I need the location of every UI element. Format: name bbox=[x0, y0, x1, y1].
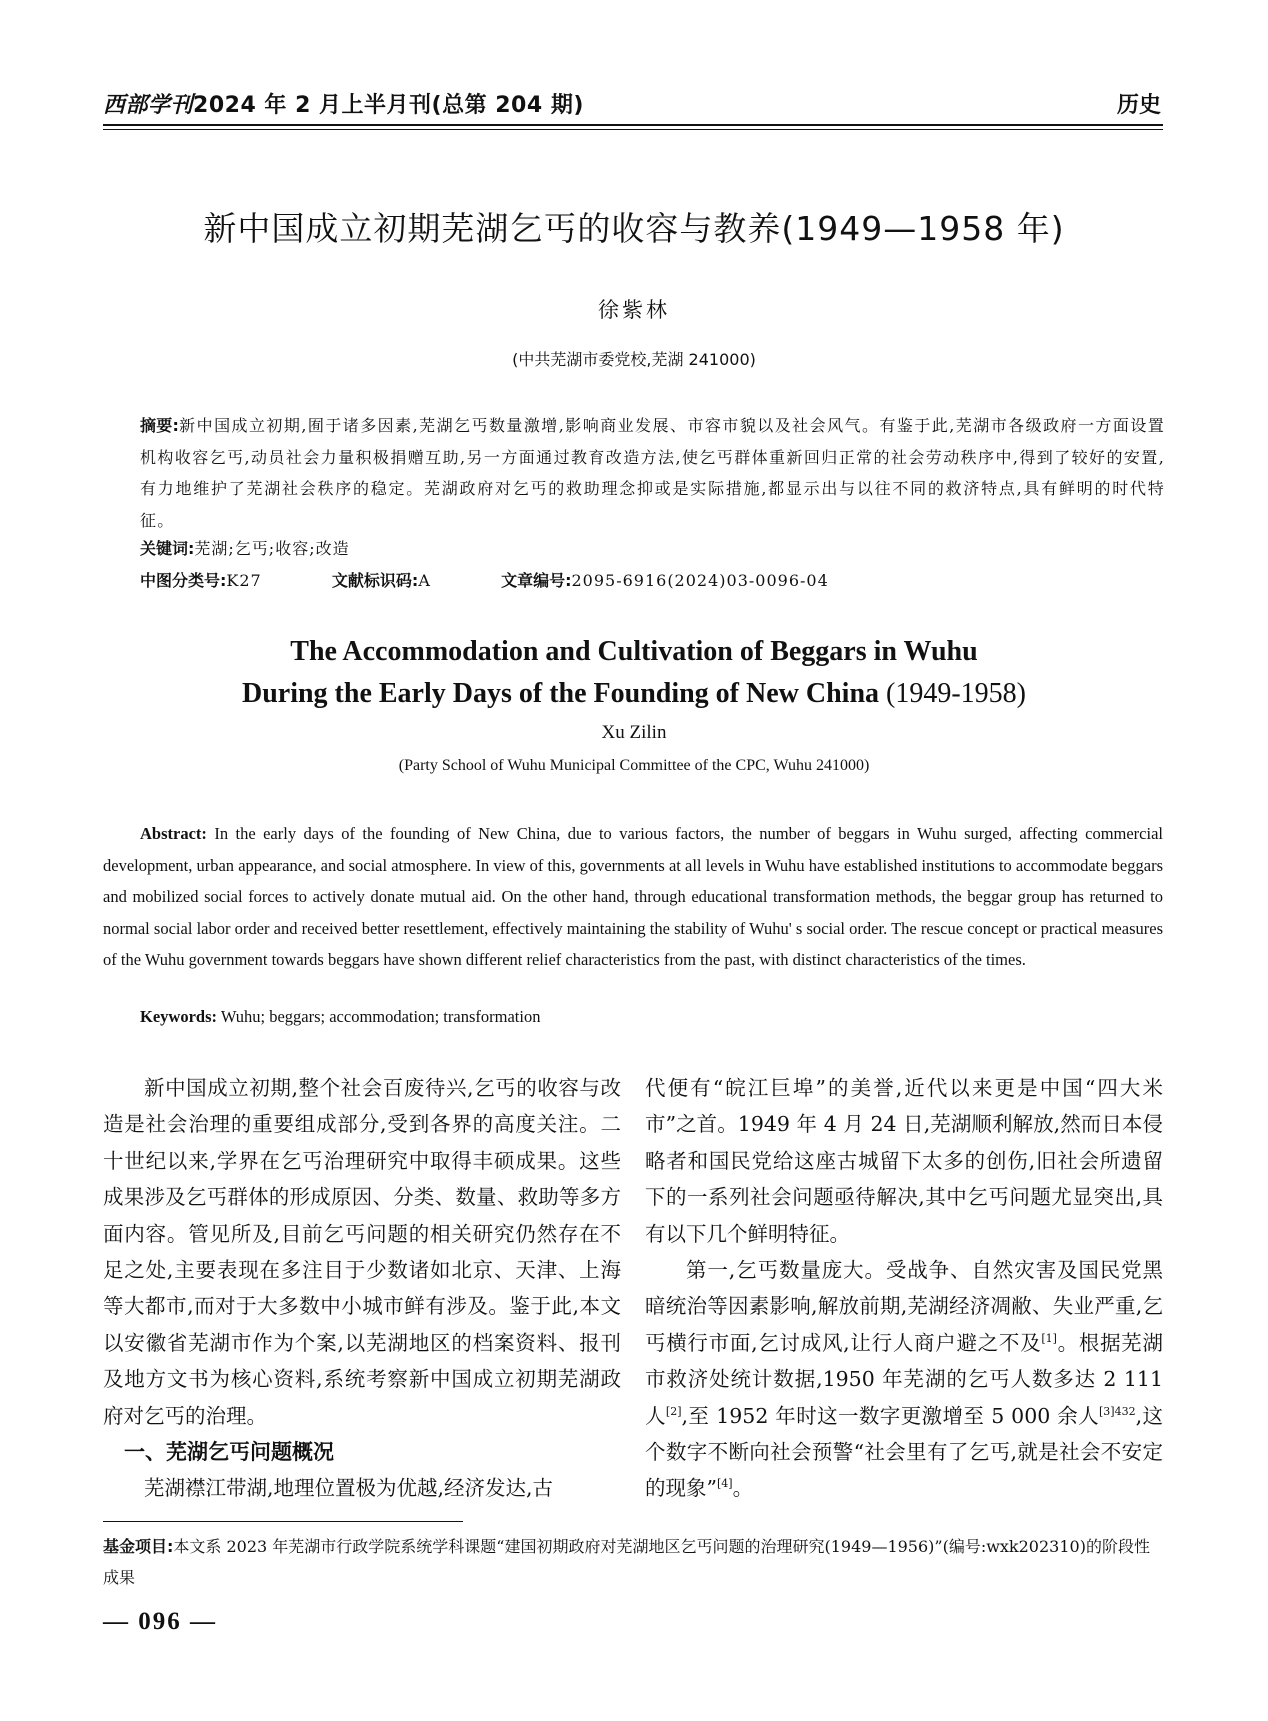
body-paragraph: 代便有“皖江巨埠”的美誉,近代以来更是中国“四大米市”之首。1949 年 4 月 24 日,芜湖顺利解放,然而日本侵略者和国民党给这座古城留下太多的创伤,旧社会所遗留下的一系列社会问题亟待解决,其中乞丐问题尤显突出,具有以下几个鲜明特征。 bbox=[645, 1076, 1163, 1246]
english-abstract bbox=[103, 818, 1163, 976]
clc-label: 中图分类号: bbox=[140, 571, 227, 590]
abstract-text: 新中国成立初期,囿于诸多因素,芜湖乞丐数量激增,影响商业发展、市容市貌以及社会风气。有鉴于此,芜湖市各级政府一方面设置机构收容乞丐,动员社会力量积极捐赠互助,另一方面通过教育改造方法,使乞丐群体重新回归正常的社会劳动秩序中,得到了较好的安置,有力地维护了芜湖社会秩序的稳定。芜湖政府对乞丐的救助理念抑或是实际措施,都显示出与以往不同的救济特点,具有鲜明的时代特征。 bbox=[140, 416, 1165, 530]
chinese-keywords bbox=[140, 536, 350, 559]
citation-ref: [3]432 bbox=[1099, 1404, 1136, 1418]
english-abstract-text: In the early days of the founding of New China, due to various factors, the number of beggars in Wuhu surged, affecting commercial development, urban appearance, and social atmosphere. In view of this, governments at all levels in Wuhu have established institutions to accommodate beggars and mobilized social forces to actively donate mutual aid. On the other hand, through educational transformation methods, the beggar group has returned to normal social labor order and received better resettlement, effectively maintaining the stability of Wuhu' s social order. The rescue concept or practical measures of the Wuhu government towards beggars have shown different relief characteristics from the past, with distinct characteristics of the times. bbox=[103, 824, 1163, 969]
abstract-label: 摘要: bbox=[140, 416, 179, 435]
header-rule-thin bbox=[103, 129, 1163, 130]
chinese-abstract bbox=[140, 410, 1165, 536]
english-title-text: During the Early Days of the Founding of New China bbox=[241, 678, 880, 709]
article-number-label: 文章编号: bbox=[501, 571, 572, 590]
page-number: — 096 — bbox=[103, 1608, 217, 1635]
citation-ref: [1] bbox=[1041, 1332, 1057, 1346]
body-paragraph: 新中国成立初期,整个社会百废待兴,乞丐的收容与改造是社会治理的重要组成部分,受到各界的高度关注。二十世纪以来,学界在乞丐治理研究中取得丰硕成果。这些成果涉及乞丐群体的形成原因、分类、数量、救助等多方面内容。管见所及,目前乞丐问题的相关研究仍然存在不足之处,主要表现在多注目于少数诸如北京、天津、上海等大都市,而对于大多数中小城市鲜有涉及。鉴于此,本文以安徽省芜湖市作为个案,以芜湖地区的档案资料、报刊及地方文书为核心资料,系统考察新中国成立初期芜湖政府对乞丐的治理。 bbox=[103, 1076, 621, 1428]
author-name: 徐紫林 bbox=[598, 298, 670, 322]
body-paragraph: 第一,乞丐数量庞大。受战争、自然灾害及国民党黑暗统治等因素影响,解放前期,芜湖经济凋敝、失业严重,乞丐横行市面,乞讨成风,让行人商户避之不及[1]。根据芜湖市救济处统计数据,1950 年芜湖的乞丐人数多达 2 111 人[2],至 1952 年时这一数字更激增至 5 000 余人$^{[3]432}$,这个数字不断向社会预警“社会里有了乞丐,就是社会不安定的现象”[4]。 bbox=[645, 1258, 1163, 1501]
funding-footnote bbox=[103, 1531, 1163, 1593]
english-keywords bbox=[140, 1007, 540, 1027]
author-affiliation: (中共芜湖市委党校,芜湖 241000) bbox=[512, 350, 756, 369]
english-affiliation: (Party School of Wuhu Municipal Committee of the CPC, Wuhu 241000) bbox=[398, 757, 870, 774]
funding-label: 基金项目: bbox=[103, 1537, 174, 1556]
english-title-line1: The Accommodation and Cultivation of Beggars in Wuhu bbox=[290, 636, 978, 667]
classification-line bbox=[140, 568, 829, 591]
english-title-years: (1949-1958) bbox=[886, 678, 1027, 709]
section-label: 历史 bbox=[1116, 93, 1161, 118]
citation-ref: [2] bbox=[665, 1404, 682, 1418]
body-paragraph: 芜湖襟江带湖,地理位置极为优越,经济发达,古 bbox=[144, 1476, 554, 1501]
issue-info: 2024 年 2 月上半月刊(总第 204 期) bbox=[193, 93, 584, 118]
clc-value: K27 bbox=[226, 571, 262, 590]
keywords-label: 关键词: bbox=[140, 539, 195, 558]
body-column-left bbox=[103, 1070, 621, 1507]
section-heading: 一、芜湖乞丐问题概况 bbox=[124, 1440, 334, 1465]
citation-ref: [4] bbox=[716, 1477, 733, 1491]
body-column-right bbox=[645, 1070, 1163, 1507]
footnote-rule bbox=[103, 1521, 463, 1522]
english-author: Xu Zilin bbox=[601, 722, 667, 743]
doc-code-label: 文献标识码: bbox=[331, 571, 419, 590]
funding-text: 本文系 2023 年芜湖市行政学院系统学科课题“建国初期政府对芜湖地区乞丐问题的治理研究(1949—1956)”(编号:wxk202310)的阶段性成果 bbox=[103, 1537, 1150, 1587]
english-keywords-text: Wuhu; beggars; accommodation; transformation bbox=[220, 1007, 541, 1026]
doc-code-value: A bbox=[418, 571, 431, 590]
keywords-text: 芜湖;乞丐;收容;改造 bbox=[194, 539, 350, 558]
english-abstract-label: Abstract: bbox=[140, 824, 207, 843]
english-title-line2 bbox=[0, 678, 1268, 710]
journal-logo: 西部学刊 bbox=[103, 92, 194, 118]
header-rule bbox=[103, 124, 1163, 126]
running-header bbox=[103, 88, 584, 119]
english-keywords-label: Keywords: bbox=[140, 1007, 217, 1026]
paper-title: 新中国成立初期芜湖乞丐的收容与教养(1949—1958 年) bbox=[203, 209, 1065, 248]
article-number-value: 2095-6916(2024)03-0096-04 bbox=[571, 571, 829, 590]
